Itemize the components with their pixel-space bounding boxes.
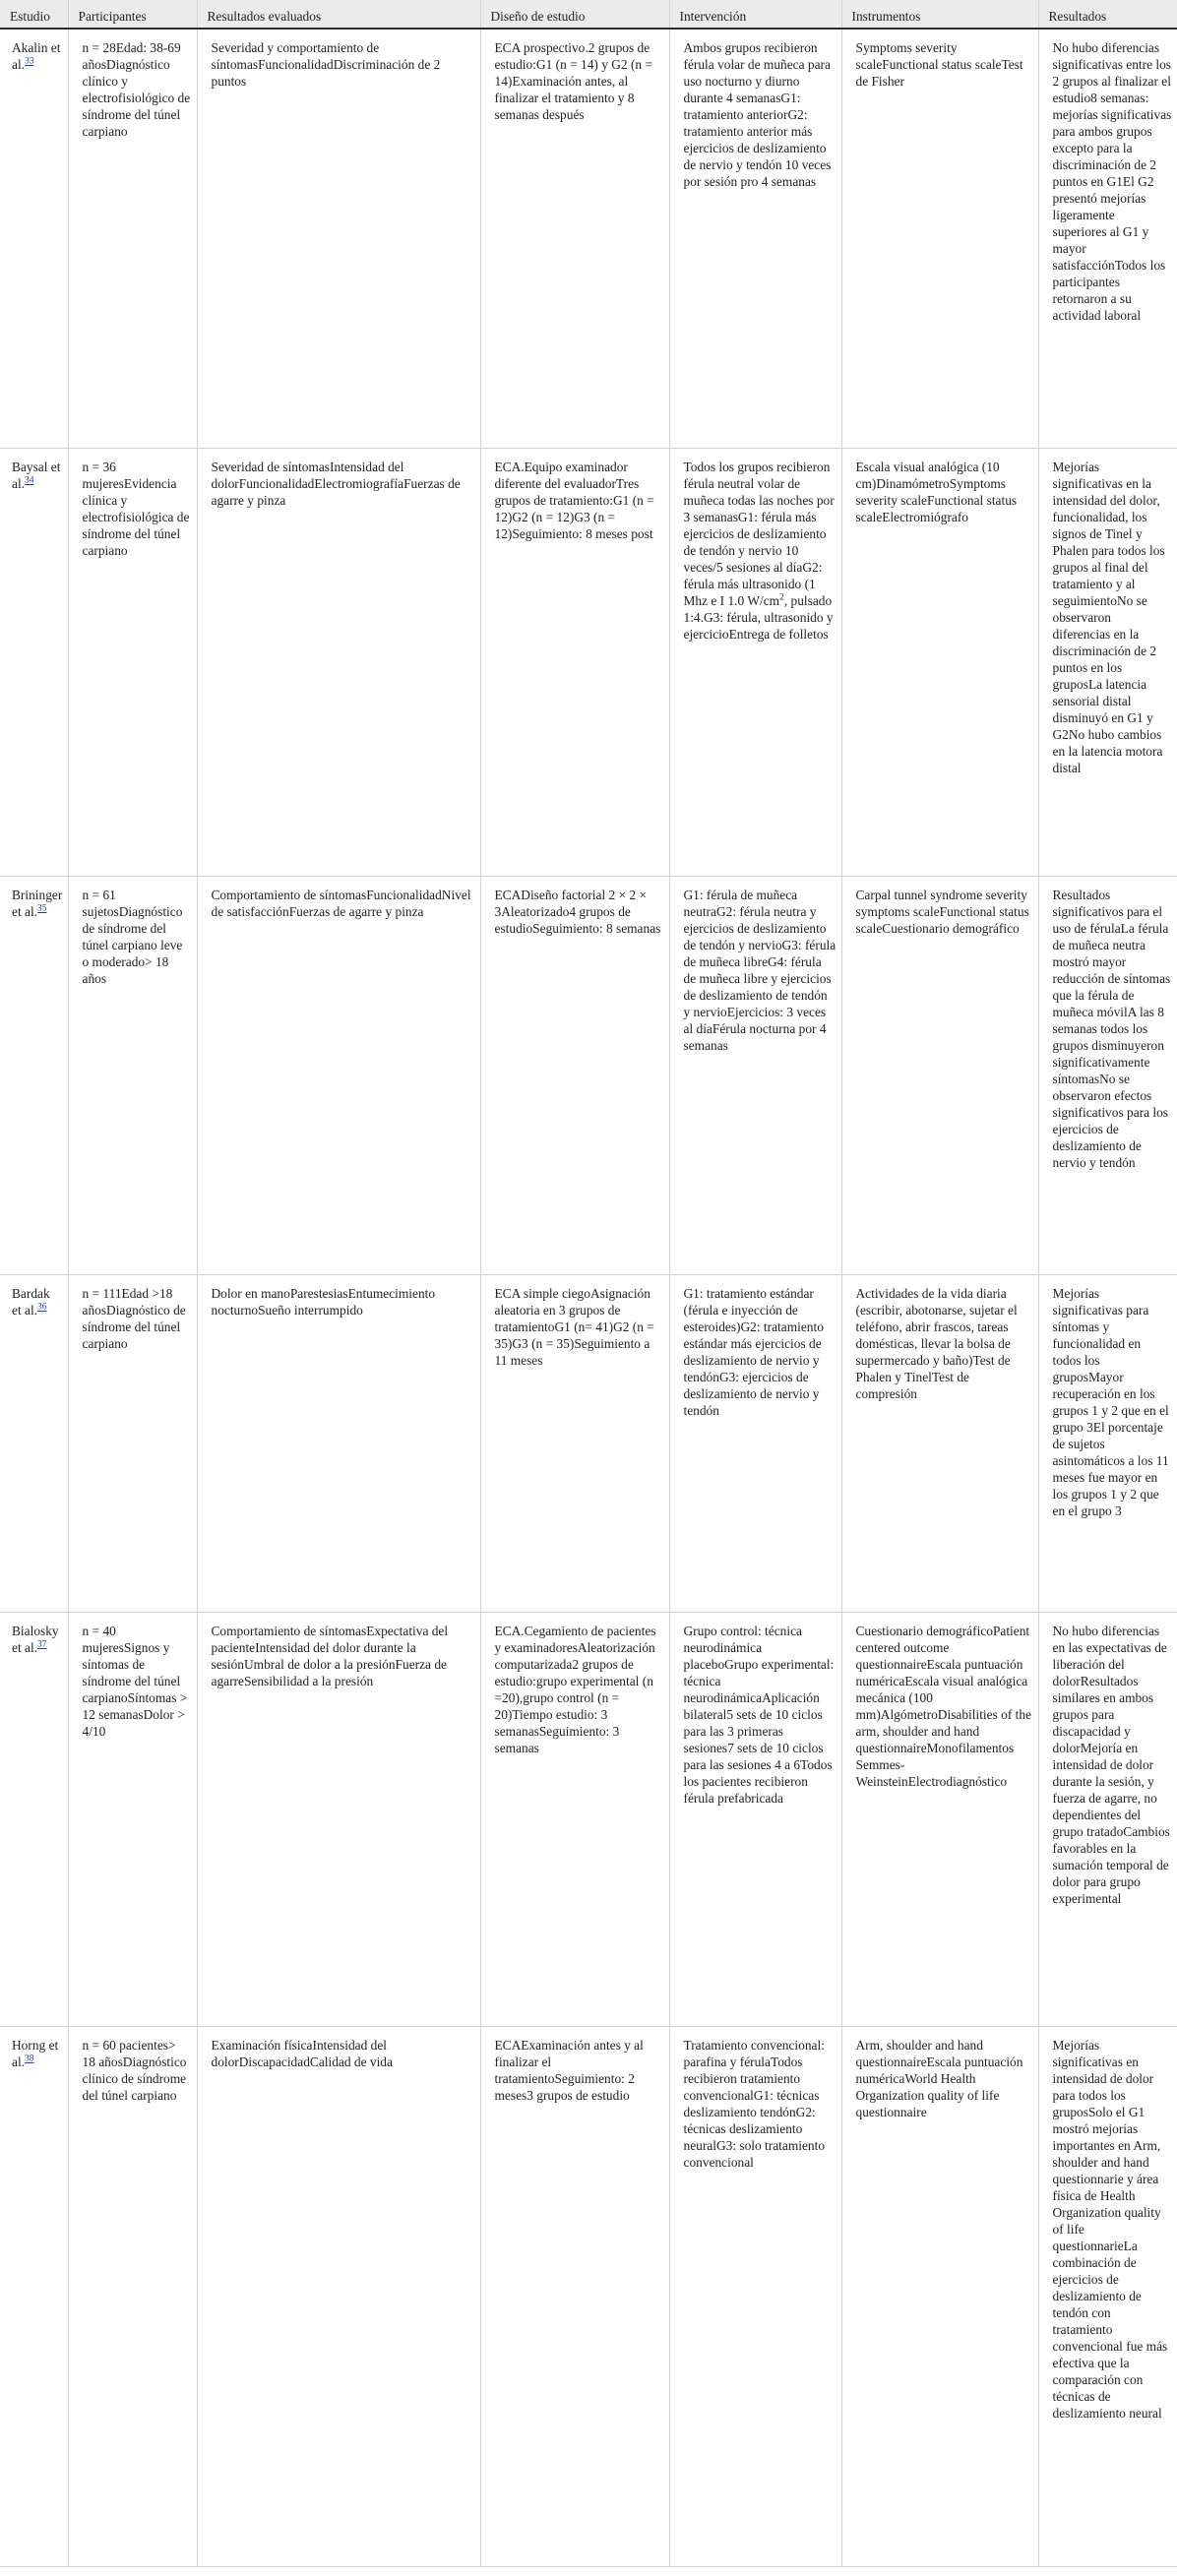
table-row: [0, 449, 1177, 877]
study-name: Bardak et al.: [12, 1286, 50, 1318]
reference-link[interactable]: 33: [25, 56, 34, 67]
reference-link[interactable]: 35: [37, 903, 47, 914]
header-resultados: Resultados: [1038, 0, 1177, 29]
study-name: Bialosky et al.: [12, 1624, 59, 1655]
table-row: [0, 1613, 1177, 2027]
design-cell: ECAExaminación antes y al finalizar el tratamientoSeguimiento: 2 meses3 grupos de estudio: [480, 2027, 669, 2567]
study-cell: [0, 2027, 68, 2567]
outcomes-cell: Dolor en manoParestesiasEntumecimiento nocturnoSueño interrumpido: [197, 1275, 480, 1613]
table-row: [0, 1275, 1177, 1613]
intervention-cell: G1: férula de muñeca neutraG2: férula neutra y ejercicios de deslizamiento de tendón y nervioG3: férula de muñeca libreG4: férula de muñeca libre y ejercicios de deslizamiento de tendón y nervioEjercicios: 3 veces al díaFérula nocturna por 4 semanas: [669, 877, 841, 1275]
participants-cell: n = 61 sujetosDiagnóstico de síndrome del túnel carpiano leve o moderado> 18 años: [68, 877, 197, 1275]
reference-link[interactable]: 37: [37, 1639, 47, 1650]
results-cell: Mejorías significativas para síntomas y funcionalidad en todos los gruposMayor recuperación en los grupos 1 y 2 que en el grupo 3El porcentaje de sujetos asintomáticos a los 11 meses fue mayor en los grupos 1 y 2 que en el grupo 3: [1038, 1275, 1177, 1613]
intervention-cell: Grupo control: técnica neurodinámica placeboGrupo experimental: técnica neurodinámicaAplicación bilateral5 sets de 10 ciclos para las 3 primeras sesiones7 sets de 10 ciclos para las sesiones 4 a 6Todos los pacientes recibieron férula prefabricada: [669, 1613, 841, 2027]
study-cell: [0, 877, 68, 1275]
outcomes-cell: Examinación físicaIntensidad del dolorDiscapacidadCalidad de vida: [197, 2027, 480, 2567]
results-cell: Mejorías significativas en intensidad de dolor para todos los gruposSolo el G1 mostró mejorías importantes en Arm, shoulder and hand questionnarie y área física de Health Organization quality of life questionnarieLa combinación de ejercicios de deslizamiento de tendón con tratamiento convencional fue más efectiva que la comparación con técnicas de deslizamiento neural: [1038, 2027, 1177, 2567]
header-instrumentos: Instrumentos: [841, 0, 1038, 29]
study-cell: [0, 29, 68, 449]
header-estudio: Estudio: [0, 0, 68, 29]
table-row: [0, 29, 1177, 449]
reference-link[interactable]: 38: [25, 2054, 34, 2064]
outcomes-cell: Comportamiento de síntomasFuncionalidadNivel de satisfacciónFuerzas de agarre y pinza: [197, 877, 480, 1275]
design-cell: ECA simple ciegoAsignación aleatoria en 3 grupos de tratamientoG1 (n= 41)G2 (n = 35)G3 (n = 35)Seguimiento a 11 meses: [480, 1275, 669, 1613]
instruments-cell: Carpal tunnel syndrome severity symptoms scaleFunctional status scaleCuestionario demográfico: [841, 877, 1038, 1275]
study-name: Baysal et al.: [12, 460, 61, 491]
intervention-cell: G1: tratamiento estándar (férula e inyección de esteroides)G2: tratamiento estándar más ejercicios de deslizamiento de nervio y tendónG3: ejercicios de deslizamiento de nervio y tendón: [669, 1275, 841, 1613]
reference-link[interactable]: 36: [37, 1302, 47, 1313]
study-name: Horng et al.: [12, 2038, 59, 2069]
table-header: [0, 0, 1177, 29]
instruments-cell: Cuestionario demográficoPatient centered outcome questionnaireEscala puntuación numéricaEscala visual analógica mecánica (100 mm)AlgómetroDisabilities of the arm, shoulder and hand questionnaireMonofilamentos Semmes-WeinsteinElectrodiagnóstico: [841, 1613, 1038, 2027]
participants-cell: n = 36 mujeresEvidencia clínica y electrofisiológica de síndrome del túnel carpiano: [68, 449, 197, 877]
study-cell: [0, 1613, 68, 2027]
instruments-cell: Escala visual analógica (10 cm)DinamómetroSymptoms severity scaleFunctional status scaleElectromiógrafo: [841, 449, 1038, 877]
instruments-cell: Arm, shoulder and hand questionnaireEscala puntuación numéricaWorld Health Organization quality of life questionnaire: [841, 2027, 1038, 2567]
header-diseno-estudio: Diseño de estudio: [480, 0, 669, 29]
design-cell: ECADiseño factorial 2 × 2 × 3Aleatorizado4 grupos de estudioSeguimiento: 8 semanas: [480, 877, 669, 1275]
design-cell: ECA.Equipo examinador diferente del evaluadorTres grupos de tratamiento:G1 (n = 12)G2 (n = 12)G3 (n = 12)Seguimiento: 8 meses post: [480, 449, 669, 877]
results-cell: No hubo diferencias significativas entre los 2 grupos al finalizar el estudio8 semanas: mejorías significativas para ambos grupos excepto para la discriminación de 2 puntos en G1El G2 presentó mejorías ligeramente superiores al G1 y mayor satisfacciónTodos los participantes retornaron a su actividad laboral: [1038, 29, 1177, 449]
intervention-text: , pulsado 1:4.G3: férula, ultrasonido y ejercicioEntrega de folletos: [683, 593, 834, 642]
instruments-cell: Actividades de la vida diaria (escribir, abotonarse, sujetar el teléfono, abrir frascos, tareas domésticas, llevar la bolsa de supermercado y baño)Test de Phalen y TinelTest de compresión: [841, 1275, 1038, 1613]
header-resultados-evaluados: Resultados evaluados: [197, 0, 480, 29]
outcomes-cell: Comportamiento de síntomasExpectativa del pacienteIntensidad del dolor durante la sesiónUmbral de dolor a la presiónFuerza de agarreSensibilidad a la presión: [197, 1613, 480, 2027]
header-participantes: Participantes: [68, 0, 197, 29]
participants-cell: n = 60 pacientes> 18 añosDiagnóstico clínico de síndrome del túnel carpiano: [68, 2027, 197, 2567]
intervention-cell: Tratamiento convencional: parafina y férulaTodos recibieron tratamiento convencionalG1: técnicas deslizamiento tendónG2: técnicas deslizamiento neuralG3: solo tratamiento convencional: [669, 2027, 841, 2567]
header-row: [0, 0, 1177, 29]
instruments-cell: Symptoms severity scaleFunctional status scaleTest de Fisher: [841, 29, 1038, 449]
results-cell: No hubo diferencias en las expectativas de liberación del dolorResultados similares en ambos grupos para discapacidad y dolorMejoría en intensidad de dolor durante la sesión, y fuerza de agarre, no dependientes del grupo tratadoCambios favorables en la sumación temporal de dolor para grupo experimental: [1038, 1613, 1177, 2027]
participants-cell: n = 111Edad >18 añosDiagnóstico de síndrome del túnel carpiano: [68, 1275, 197, 1613]
table-row: [0, 877, 1177, 1275]
results-cell: Mejorías significativas en la intensidad del dolor, funcionalidad, los signos de Tinel y Phalen para todos los grupos al final del tratamiento y al seguimientoNo se observaron diferencias en la discriminación de 2 puntos en los gruposLa latencia sensorial distal disminuyó en G1 y G2No hubo cambios en la latencia motora distal: [1038, 449, 1177, 877]
study-name: Brininger et al.: [12, 888, 63, 919]
unit-superscript: 2: [779, 592, 784, 603]
results-cell: Resultados significativos para el uso de férulaLa férula de muñeca neutra mostró mayor reducción de síntomas que la férula de muñeca móvilA las 8 semanas todos los grupos disminuyeron significativamente síntomasNo se observaron efectos significativos para los ejercicios de deslizamiento de nervio y tendón: [1038, 877, 1177, 1275]
table-row: [0, 2027, 1177, 2567]
header-intervencion: Intervención: [669, 0, 841, 29]
study-cell: [0, 449, 68, 877]
intervention-cell: [669, 449, 841, 877]
intervention-text: Todos los grupos recibieron férula neutral volar de muñeca todas las noches por 3 semanasG1: férula más ejercicios de deslizamiento de tendón y nervio 10 veces/5 sesiones al díaG2: férula más ultrasonido (1 Mhz e I 1.0 W/cm: [683, 460, 835, 608]
design-cell: ECA prospectivo.2 grupos de estudio:G1 (n = 14) y G2 (n = 14)Examinación antes, al finalizar el tratamiento y 8 semanas después: [480, 29, 669, 449]
participants-cell: n = 28Edad: 38-69 añosDiagnóstico clínico y electrofisiológico de síndrome del túnel carpiano: [68, 29, 197, 449]
outcomes-cell: Severidad de síntomasIntensidad del dolorFuncionalidadElectromiografíaFuerzas de agarre y pinza: [197, 449, 480, 877]
outcomes-cell: Severidad y comportamiento de síntomasFuncionalidadDiscriminación de 2 puntos: [197, 29, 480, 449]
reference-link[interactable]: 34: [25, 475, 34, 486]
participants-cell: n = 40 mujeresSignos y síntomas de síndrome del túnel carpianoSíntomas > 12 semanasDolor > 4/10: [68, 1613, 197, 2027]
design-cell: ECA.Cegamiento de pacientes y examinadoresAleatorización computarizada2 grupos de estudio:grupo experimental (n =20),grupo control (n = 20)Tiempo estudio: 3 semanasSeguimiento: 3 semanas: [480, 1613, 669, 2027]
study-name: Akalin et al.: [12, 40, 61, 72]
study-cell: [0, 1275, 68, 1613]
intervention-cell: Ambos grupos recibieron férula volar de muñeca para uso nocturno y diurno durante 4 semanasG1: tratamiento anteriorG2: tratamiento anterior más ejercicios de deslizamiento de nervio y tendón 10 veces por sesión pro 4 semanas: [669, 29, 841, 449]
